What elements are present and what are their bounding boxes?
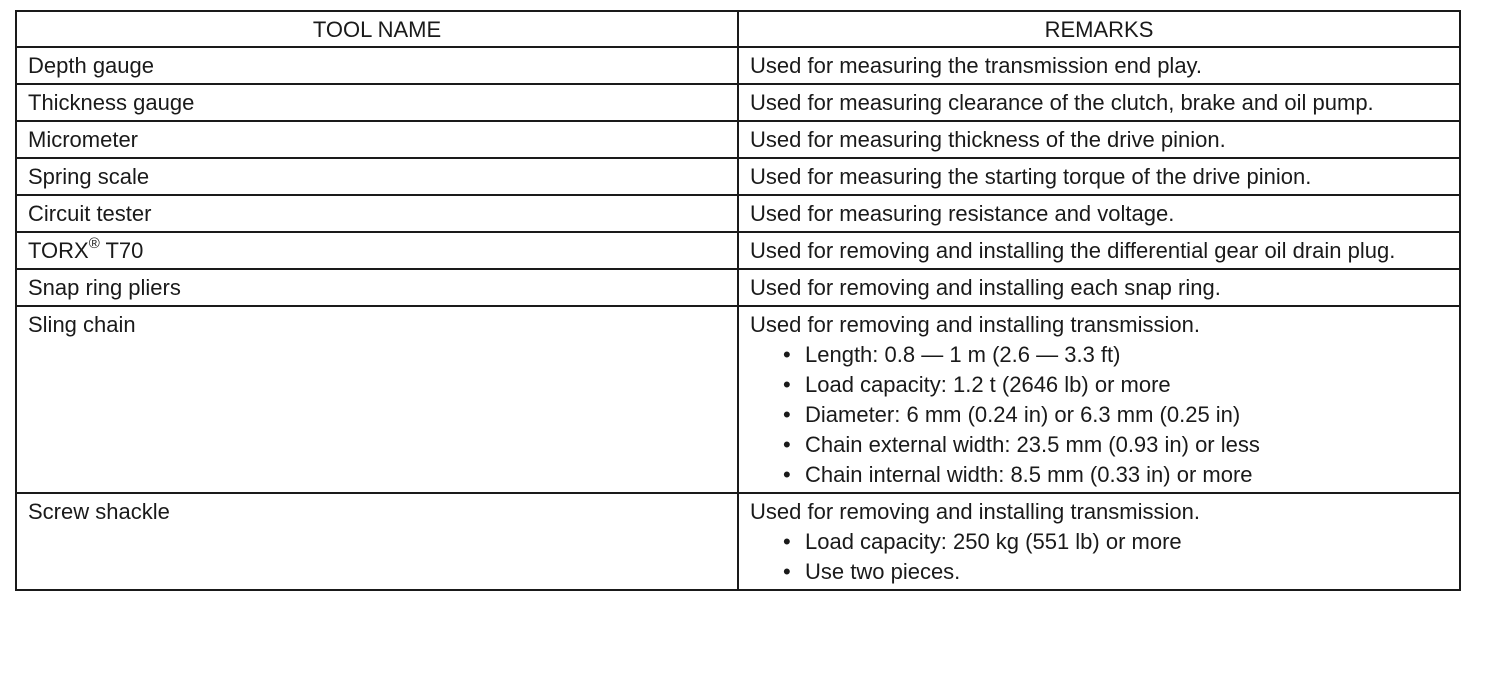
tool-name-cell: Screw shackle — [16, 493, 738, 590]
remark-text: Used for removing and installing transmission. — [750, 499, 1200, 524]
tool-name-cell: Micrometer — [16, 121, 738, 158]
remark-cell — [738, 493, 1460, 590]
remark-cell: Used for removing and installing each snap ring. — [738, 269, 1460, 306]
tool-name-cell: Sling chain — [16, 306, 738, 493]
tool-name-suffix: T70 — [99, 238, 144, 263]
spec-list — [750, 340, 1449, 490]
tool-name-cell: Spring scale — [16, 158, 738, 195]
spec-item: • Chain internal width: 8.5 mm (0.33 in) or more — [783, 460, 1449, 490]
remark-cell: Used for measuring the transmission end play. — [738, 47, 1460, 84]
remark-text: Used for removing and installing transmission. — [750, 312, 1200, 337]
table-row — [16, 306, 1460, 493]
tool-name-cell — [16, 232, 738, 269]
tools-table — [15, 10, 1461, 591]
remark-cell: Used for measuring clearance of the clutch, brake and oil pump. — [738, 84, 1460, 121]
table-row — [16, 493, 1460, 590]
tool-name-text: TORX — [28, 238, 89, 263]
remark-cell — [738, 306, 1460, 493]
header-tool-name: TOOL NAME — [16, 11, 738, 47]
spec-item: • Use two pieces. — [783, 557, 1449, 587]
table-row — [16, 84, 1460, 121]
table-row — [16, 232, 1460, 269]
table-row — [16, 269, 1460, 306]
spec-item: • Length: 0.8 — 1 m (2.6 — 3.3 ft) — [783, 340, 1449, 370]
tool-name-cell: Circuit tester — [16, 195, 738, 232]
table-row — [16, 47, 1460, 84]
spec-item: • Diameter: 6 mm (0.24 in) or 6.3 mm (0.25 in) — [783, 400, 1449, 430]
remark-cell: Used for measuring thickness of the drive pinion. — [738, 121, 1460, 158]
spec-item: • Chain external width: 23.5 mm (0.93 in) or less — [783, 430, 1449, 460]
spec-list — [750, 527, 1449, 587]
header-remarks: REMARKS — [738, 11, 1460, 47]
remark-cell: Used for measuring the starting torque of the drive pinion. — [738, 158, 1460, 195]
tool-name-cell: Snap ring pliers — [16, 269, 738, 306]
remark-cell: Used for removing and installing the differential gear oil drain plug. — [738, 232, 1460, 269]
tool-name-cell: Depth gauge — [16, 47, 738, 84]
spec-item: • Load capacity: 1.2 t (2646 lb) or more — [783, 370, 1449, 400]
spec-item: • Load capacity: 250 kg (551 lb) or more — [783, 527, 1449, 557]
table-row — [16, 158, 1460, 195]
table-row — [16, 121, 1460, 158]
registered-mark: ® — [88, 234, 100, 252]
table-row — [16, 195, 1460, 232]
tool-name-cell: Thickness gauge — [16, 84, 738, 121]
header-row — [16, 11, 1460, 47]
remark-cell: Used for measuring resistance and voltage. — [738, 195, 1460, 232]
